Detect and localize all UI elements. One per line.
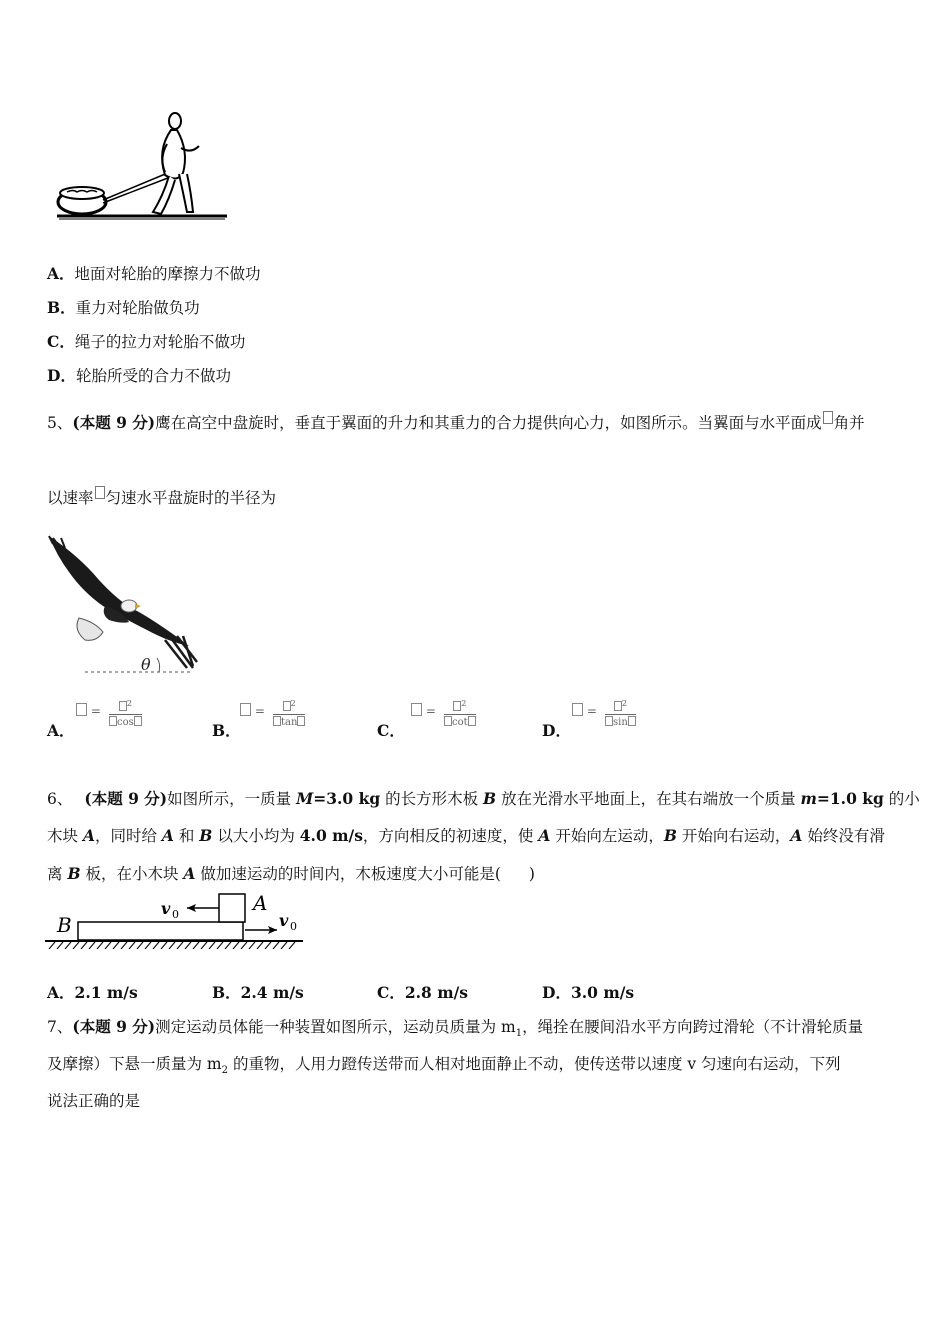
missing-glyph-icon [297, 716, 305, 726]
question-number: 5、 [47, 414, 73, 432]
question-text: 说法正确的是 [47, 1092, 141, 1110]
question-text: 的重物，人用力蹬传送带而人相对地面静止不动，使传送带以速度 v 匀速向右运动，下列 [228, 1055, 841, 1073]
question-text: 及摩擦）下悬一质量为 m [47, 1055, 222, 1073]
option-text: 2.1 m/s [74, 983, 138, 1002]
question-text: 以速率 [47, 489, 94, 507]
q4-option-b [47, 296, 200, 318]
question-text: 板，在小木块 [80, 865, 184, 883]
q7-stem-line2 [47, 1052, 841, 1076]
denominator [444, 716, 476, 728]
var-A: A [790, 826, 803, 845]
speed-value: 4.0 m/s [299, 826, 363, 845]
option-letter: D． [47, 366, 76, 385]
option-letter: C． [377, 983, 405, 1002]
q5-option-d [542, 719, 571, 741]
q5-fraction-b [273, 698, 305, 728]
question-text: 和 [173, 827, 200, 845]
label-v0-right: v [279, 911, 289, 930]
missing-glyph-icon [411, 703, 422, 716]
missing-glyph-icon [628, 716, 636, 726]
equals-sign: = [254, 704, 265, 718]
q5-stem-line1 [47, 411, 865, 433]
exponent: 2 [126, 698, 133, 708]
option-letter: B． [212, 721, 241, 740]
question-text: 角并 [833, 414, 865, 432]
option-letter: A． [47, 264, 75, 283]
question-text: 如图所示，一质量 [167, 790, 297, 808]
q5-option-b [212, 719, 241, 741]
equals-sign: = [90, 704, 101, 718]
option-letter: A． [47, 721, 75, 740]
missing-glyph-icon [453, 701, 461, 711]
exponent: 2 [621, 698, 628, 708]
missing-glyph-icon [823, 411, 833, 424]
q4-option-d [47, 364, 231, 386]
exponent: 2 [461, 698, 467, 708]
q6-stem-line3 [47, 862, 535, 884]
question-text: 以大小均为 [212, 827, 300, 845]
value-M: =3.0 kg [313, 789, 381, 808]
eagle-figure [45, 532, 200, 677]
q6-option-d [542, 981, 634, 1003]
fraction-bar [444, 714, 476, 715]
denominator [273, 716, 305, 728]
var-B: B [663, 826, 677, 845]
question-text: 木块 [47, 827, 83, 845]
option-text: 轮胎所受的合力不做功 [75, 367, 231, 385]
numerator [444, 698, 476, 713]
label-v0-left-sub: 0 [172, 908, 179, 921]
option-letter: D． [542, 983, 571, 1002]
question-score: (本题 9 分) [72, 413, 156, 432]
fraction-bar [605, 714, 636, 715]
theta-label: θ [141, 655, 151, 674]
var-M: M [296, 789, 314, 808]
trig-function: cos [117, 717, 134, 729]
missing-glyph-icon [468, 716, 476, 726]
q7-stem-line1 [47, 1015, 863, 1039]
var-A: A [161, 826, 174, 845]
missing-glyph-icon [283, 701, 291, 711]
denominator [605, 716, 636, 728]
q5-fraction-a [109, 698, 142, 728]
missing-glyph-icon [240, 703, 251, 716]
missing-glyph-icon [614, 701, 622, 711]
question-text: ) [528, 865, 535, 883]
equals-sign: = [586, 704, 597, 718]
question-text: ，方向相反的初速度，使 [362, 827, 539, 845]
question-text: 的小 [883, 790, 920, 808]
var-A: A [183, 864, 196, 883]
q4-option-a [47, 262, 261, 284]
var-A: A [82, 826, 95, 845]
option-letter: C． [377, 721, 405, 740]
option-text: 3.0 m/s [570, 983, 635, 1002]
numerator [605, 698, 636, 713]
missing-glyph-icon [119, 701, 127, 711]
fraction-bar [273, 714, 305, 715]
option-text: 重力对轮胎做负功 [75, 299, 200, 317]
q5-formula-a [76, 703, 101, 718]
q5-formula-d [572, 703, 597, 718]
missing-glyph-icon [605, 716, 613, 726]
question-text: 开始向左运动， [550, 827, 664, 845]
trig-function: tan [281, 717, 298, 729]
q6-option-a [47, 981, 138, 1003]
q5-option-a [47, 719, 75, 741]
q6-option-b [212, 981, 304, 1003]
option-text: 绳子的拉力对轮胎不做功 [74, 333, 246, 351]
q5-option-c [377, 719, 405, 741]
label-v0-right-sub: 0 [290, 920, 297, 933]
fraction-bar [109, 714, 142, 715]
numerator [109, 698, 142, 713]
option-text: 2.4 m/s [240, 983, 304, 1002]
question-text: 开始向右运动， [676, 827, 791, 845]
q6-stem-line1 [47, 787, 920, 809]
numerator [273, 698, 305, 713]
option-letter: D． [542, 721, 571, 740]
question-text: ，同时给 [94, 827, 162, 845]
q4-option-c [47, 330, 245, 352]
option-letter: B． [212, 983, 241, 1002]
subscript: 1 [515, 1028, 523, 1040]
var-B: B [199, 826, 213, 845]
label-v0-left: v [161, 899, 171, 918]
missing-glyph-icon [76, 703, 87, 716]
question-text: 匀速水平盘旋时的半径为 [105, 489, 277, 507]
option-text: 地面对轮胎的摩擦力不做功 [74, 265, 261, 283]
q5-fraction-d [605, 698, 636, 728]
question-text: ，绳拴在腰间沿水平方向跨过滑轮（不计滑轮质量 [522, 1018, 864, 1036]
q6-option-c [377, 981, 468, 1003]
question-score: (本题 9 分) [84, 789, 168, 808]
var-A: A [538, 826, 551, 845]
question-number: 7、 [47, 1018, 73, 1036]
trig-function: cot [452, 717, 468, 729]
q5-formula-b [240, 703, 265, 718]
denominator [109, 716, 142, 728]
trig-function: sin [613, 717, 628, 729]
board-block-figure [45, 888, 307, 950]
q7-stem-line3 [47, 1089, 140, 1111]
missing-glyph-icon [572, 703, 583, 716]
q5-stem-line2 [47, 486, 276, 508]
runner-tire-figure [55, 108, 230, 224]
question-text: 放在光滑水平地面上，在其右端放一个质量 [496, 790, 801, 808]
value-m: =1.0 kg [816, 789, 884, 808]
var-B: B [483, 789, 497, 808]
option-letter: C． [47, 332, 75, 351]
missing-glyph-icon [273, 716, 281, 726]
missing-glyph-icon [134, 716, 142, 726]
question-text: 的长方形木板 [380, 790, 484, 808]
option-text: 2.8 m/s [404, 983, 468, 1002]
var-B: B [67, 864, 81, 883]
question-text: 鹰在高空中盘旋时，垂直于翼面的升力和其重力的合力提供向心力，如图所示。当翼面与水平面成 [155, 414, 822, 432]
question-number: 6、 [47, 790, 73, 808]
equals-sign: = [425, 704, 436, 718]
question-text: 离 [47, 865, 68, 883]
question-text: 做加速运动的时间内，木板速度大小可能是( [195, 865, 501, 883]
label-B: B [57, 913, 72, 937]
question-text: 测定运动员体能一种装置如图所示，运动员质量为 m [155, 1018, 516, 1036]
missing-glyph-icon [444, 716, 452, 726]
var-m: m [800, 789, 817, 808]
option-letter: B． [47, 298, 76, 317]
q5-formula-c [411, 703, 436, 718]
missing-glyph-icon [109, 716, 117, 726]
option-letter: A． [47, 983, 75, 1002]
question-score: (本题 9 分) [72, 1017, 156, 1036]
q5-fraction-c [444, 698, 476, 728]
exponent: 2 [290, 698, 296, 708]
subscript: 2 [221, 1065, 229, 1077]
missing-glyph-icon [95, 486, 105, 499]
question-text: 始终没有滑 [802, 827, 885, 845]
label-A: A [253, 891, 268, 915]
q6-stem-line2 [47, 824, 885, 846]
